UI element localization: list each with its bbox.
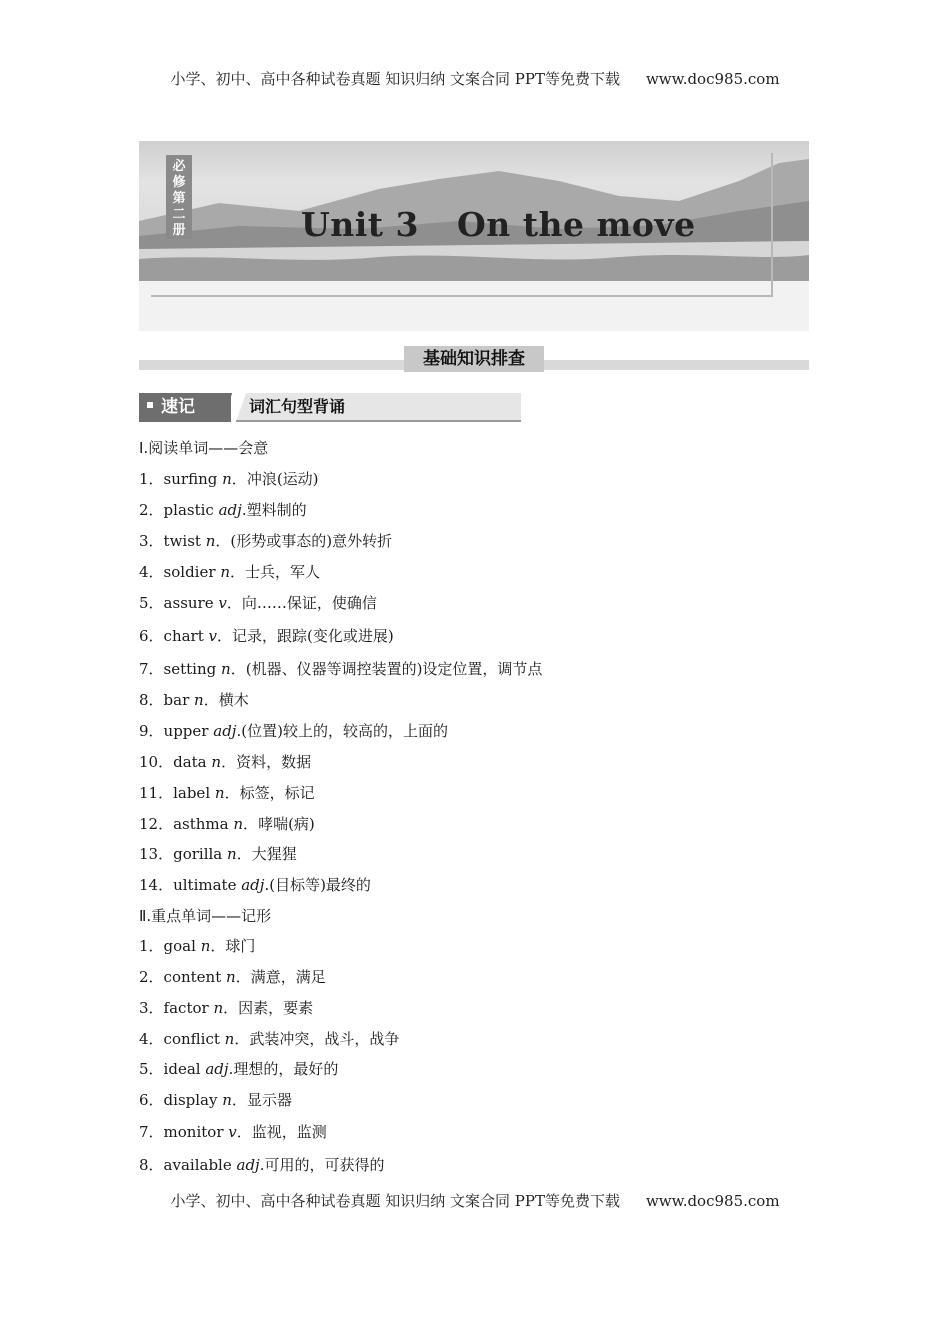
item-separator: ．	[223, 999, 239, 1017]
item-word: display	[163, 1091, 218, 1109]
item-number: 2．	[139, 968, 164, 986]
item-meaning: 横木	[218, 691, 249, 709]
vocab-item	[139, 1028, 399, 1049]
vocab-item	[139, 625, 394, 646]
item-number: 14．	[139, 876, 174, 894]
item-separator: ．	[226, 594, 242, 612]
item-part-of-speech: n	[194, 691, 204, 709]
footer-site: www.doc985.com	[645, 1192, 780, 1210]
item-word: label	[173, 784, 211, 802]
item-word: available	[163, 1156, 232, 1174]
footer-text: 小学、初中、高中各种试卷真题 知识归纳 文案合同 PPT等免费下载	[170, 1192, 620, 1210]
item-number: 1．	[139, 937, 164, 955]
item-meaning: 标签，标记	[239, 784, 315, 802]
item-number: 2．	[139, 501, 164, 519]
tab-subtitle: 词汇句型背诵	[235, 393, 521, 422]
item-word: content	[163, 968, 222, 986]
item-word: data	[173, 753, 207, 771]
unit-number: Unit 3	[301, 205, 420, 244]
item-meaning: (目标等)最终的	[269, 876, 371, 894]
section-heading-bar	[139, 346, 809, 376]
item-part-of-speech: v	[208, 627, 218, 645]
item-word: twist	[163, 532, 201, 550]
item-separator: ．	[210, 937, 226, 955]
vocab-item	[139, 468, 319, 489]
item-part-of-speech: adj	[218, 501, 242, 519]
item-part-of-speech: n	[227, 845, 237, 863]
item-part-of-speech: n	[200, 937, 211, 955]
item-meaning: 哮喘(病)	[258, 815, 315, 833]
item-meaning: 显示器	[246, 1091, 292, 1109]
item-separator: ．	[231, 470, 247, 488]
item-word: monitor	[163, 1123, 224, 1141]
item-number: 5．	[139, 1060, 164, 1078]
vocab-item	[139, 530, 392, 551]
item-part-of-speech: n	[214, 784, 225, 802]
item-part-of-speech: adj	[213, 722, 237, 740]
item-meaning: 可用的，可获得的	[264, 1156, 385, 1174]
item-number: 7．	[139, 1123, 164, 1141]
book-volume-tag: 必 修 第 二 册	[166, 155, 192, 239]
item-separator: ．	[203, 691, 219, 709]
item-separator: ．	[229, 563, 245, 581]
vocab-item	[139, 874, 371, 895]
item-meaning: 武装冲突，战斗，战争	[249, 1030, 400, 1048]
unit-title	[301, 205, 696, 244]
item-number: 3．	[139, 532, 164, 550]
vocab-item	[139, 720, 448, 741]
item-number: 9．	[139, 722, 164, 740]
item-meaning: (机器、仪器等调控装置的)设定位置，调节点	[245, 660, 543, 678]
item-word: ideal	[163, 1060, 201, 1078]
tab-label: 速记	[139, 393, 231, 422]
item-part-of-speech: n	[220, 563, 230, 581]
vocab-item	[139, 1058, 338, 1079]
item-meaning: (位置)较上的，较高的，上面的	[241, 722, 448, 740]
item-separator: .	[264, 876, 270, 894]
item-separator: ．	[217, 627, 233, 645]
item-part-of-speech: n	[222, 1091, 232, 1109]
vocab-item	[139, 1089, 292, 1110]
item-number: 12．	[139, 815, 174, 833]
item-part-of-speech: adj	[236, 1156, 260, 1174]
vocab-item	[139, 966, 326, 987]
item-word: goal	[163, 937, 196, 955]
vocab-item	[139, 689, 249, 710]
item-word: assure	[163, 594, 214, 612]
item-separator: ．	[230, 660, 246, 678]
item-word: chart	[163, 627, 204, 645]
unit-banner	[139, 141, 809, 331]
item-meaning: 因素，要素	[238, 999, 314, 1017]
item-meaning: 向……保证，使确信	[241, 594, 377, 612]
item-number: 5．	[139, 594, 164, 612]
item-number: 7．	[139, 660, 164, 678]
item-part-of-speech: n	[211, 753, 222, 771]
item-word: plastic	[163, 501, 214, 519]
item-word: gorilla	[173, 845, 223, 863]
vocab-item	[139, 499, 307, 520]
item-part-of-speech: n	[222, 470, 232, 488]
item-separator: ．	[243, 815, 259, 833]
item-word: factor	[163, 999, 209, 1017]
vocab-item	[139, 751, 311, 772]
item-number: 3．	[139, 999, 164, 1017]
vocab-item	[139, 592, 377, 613]
item-word: soldier	[163, 563, 216, 581]
header-site: www.doc985.com	[645, 70, 780, 88]
vocab-item	[139, 782, 315, 803]
item-part-of-speech: n	[205, 532, 216, 550]
item-meaning: 理想的，最好的	[233, 1060, 339, 1078]
item-number: 8．	[139, 1156, 164, 1174]
quick-memo-tab	[139, 393, 521, 422]
item-separator: ．	[234, 1030, 250, 1048]
item-word: surfing	[163, 470, 218, 488]
item-part-of-speech: v	[218, 594, 227, 612]
item-meaning: 冲浪(运动)	[246, 470, 319, 488]
vocab-item	[139, 1121, 327, 1142]
item-separator: ．	[224, 784, 240, 802]
item-part-of-speech: adj	[241, 876, 265, 894]
item-separator: ．	[235, 968, 251, 986]
item-part-of-speech: n	[224, 1030, 235, 1048]
item-word: upper	[163, 722, 209, 740]
item-word: bar	[163, 691, 190, 709]
vocab-item	[139, 658, 542, 679]
item-meaning: 士兵，军人	[245, 563, 321, 581]
vocab-item	[139, 561, 320, 582]
item-meaning: 球门	[225, 937, 256, 955]
item-number: 8．	[139, 691, 164, 709]
vocab-item	[139, 1154, 385, 1175]
item-separator: ．	[215, 532, 231, 550]
item-word: asthma	[173, 815, 229, 833]
item-separator: .	[259, 1156, 265, 1174]
item-meaning: 监视，监测	[251, 1123, 327, 1141]
vocab-item	[139, 997, 313, 1018]
item-meaning: 大猩猩	[251, 845, 297, 863]
item-number: 6．	[139, 1091, 164, 1109]
page-header	[0, 68, 950, 89]
item-meaning: 记录，跟踪(变化或进展)	[232, 627, 394, 645]
vocab-item	[139, 813, 315, 834]
item-number: 6．	[139, 627, 164, 645]
item-word: setting	[163, 660, 217, 678]
item-separator: .	[241, 501, 247, 519]
item-separator: ．	[221, 753, 237, 771]
item-number: 13．	[139, 845, 174, 863]
item-separator: ．	[231, 1091, 247, 1109]
bullet-square-icon	[147, 402, 153, 408]
item-meaning: 资料，数据	[236, 753, 312, 771]
item-meaning: (形势或事态的)意外转折	[230, 532, 393, 550]
item-part-of-speech: adj	[205, 1060, 229, 1078]
vocab-item	[139, 935, 255, 956]
item-part-of-speech: v	[228, 1123, 237, 1141]
section-title: Ⅱ.重点单词——记形	[139, 907, 272, 925]
vocab-item	[139, 843, 297, 864]
section-heading: 基础知识排查	[404, 346, 544, 372]
item-number: 4．	[139, 563, 164, 581]
item-separator: .	[236, 722, 242, 740]
item-number: 10．	[139, 753, 174, 771]
item-part-of-speech: n	[221, 660, 231, 678]
item-number: 4．	[139, 1030, 164, 1048]
item-part-of-speech: n	[233, 815, 244, 833]
item-number: 11．	[139, 784, 174, 802]
item-word: conflict	[163, 1030, 220, 1048]
section-title: Ⅰ.阅读单词——会意	[139, 439, 269, 457]
page-footer	[0, 1190, 950, 1211]
item-word: ultimate	[173, 876, 237, 894]
item-meaning: 满意，满足	[250, 968, 326, 986]
item-separator: .	[228, 1060, 234, 1078]
item-meaning: 塑料制的	[246, 501, 307, 519]
unit-name: On the move	[457, 205, 696, 244]
header-text: 小学、初中、高中各种试卷真题 知识归纳 文案合同 PPT等免费下载	[170, 70, 620, 88]
item-part-of-speech: n	[226, 968, 236, 986]
item-separator: ．	[236, 845, 252, 863]
item-part-of-speech: n	[213, 999, 224, 1017]
item-separator: ．	[236, 1123, 252, 1141]
item-number: 1．	[139, 470, 164, 488]
